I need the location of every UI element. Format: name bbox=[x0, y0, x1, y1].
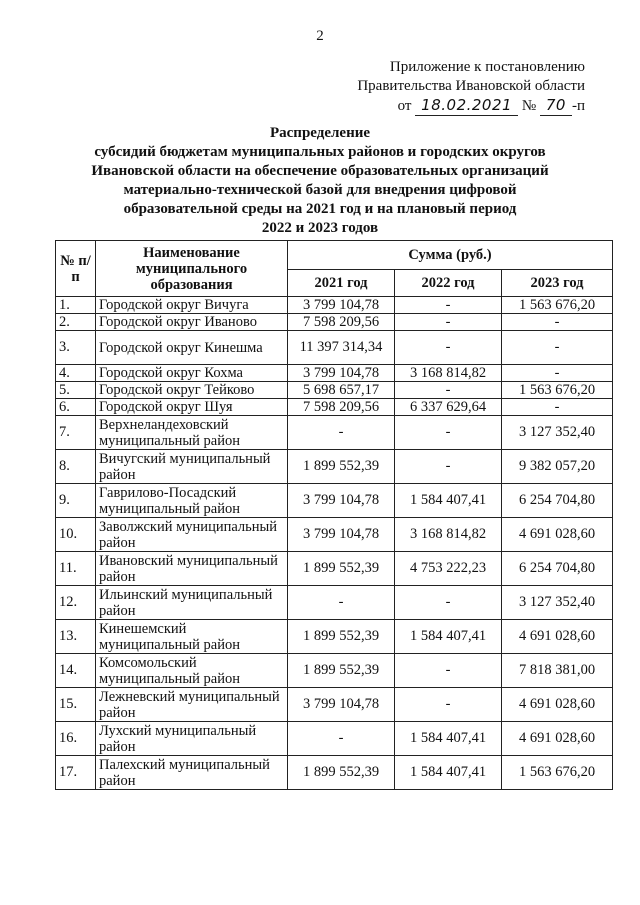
amount-2022: - bbox=[395, 688, 502, 722]
table-row bbox=[56, 450, 613, 484]
title-line-3: Ивановской области на обеспечение образовательных организаций bbox=[91, 163, 549, 179]
municipality-name: Городской округ Тейково bbox=[96, 382, 288, 399]
table-row bbox=[56, 756, 613, 790]
amount-2021: 1 899 552,39 bbox=[288, 756, 395, 790]
municipality-name: Комсомольский муниципальный район bbox=[96, 654, 288, 688]
amount-2021: 3 799 104,78 bbox=[288, 297, 395, 314]
municipality-name: Лухский муниципальный район bbox=[96, 722, 288, 756]
table-body bbox=[56, 297, 613, 790]
amount-2023: 4 691 028,60 bbox=[502, 518, 613, 552]
amount-2022: 6 337 629,64 bbox=[395, 399, 502, 416]
amount-2021: - bbox=[288, 722, 395, 756]
amount-2022: 1 584 407,41 bbox=[395, 722, 502, 756]
row-number: 7. bbox=[56, 416, 96, 450]
table-row bbox=[56, 416, 613, 450]
table-row bbox=[56, 552, 613, 586]
municipality-name: Заволжский муниципальный район bbox=[96, 518, 288, 552]
header-num: № п/п bbox=[56, 241, 96, 297]
row-number: 17. bbox=[56, 756, 96, 790]
subsidy-distribution-table bbox=[55, 240, 613, 790]
amount-2023: 1 563 676,20 bbox=[502, 382, 613, 399]
row-number: 10. bbox=[56, 518, 96, 552]
title-line-1: Распределение bbox=[269, 125, 371, 141]
table-row bbox=[56, 382, 613, 399]
appendix-header bbox=[357, 58, 585, 116]
municipality-name: Вичугский муниципальный район bbox=[96, 450, 288, 484]
amount-2022: - bbox=[395, 586, 502, 620]
amount-2022: 1 584 407,41 bbox=[395, 756, 502, 790]
row-number: 16. bbox=[56, 722, 96, 756]
appendix-line-2: Правительства Ивановской области bbox=[357, 78, 585, 94]
table-row bbox=[56, 365, 613, 382]
municipality-name: Городской округ Кинешма bbox=[96, 331, 288, 365]
handwritten-date: 18.02.2021 bbox=[415, 96, 518, 116]
amount-2023: 3 127 352,40 bbox=[502, 416, 613, 450]
municipality-name: Палехский муниципальный район bbox=[96, 756, 288, 790]
amount-2023: 4 691 028,60 bbox=[502, 620, 613, 654]
amount-2021: 11 397 314,34 bbox=[288, 331, 395, 365]
amount-2021: 3 799 104,78 bbox=[288, 518, 395, 552]
title-line-6: 2022 и 2023 годов bbox=[261, 220, 379, 236]
amount-2023: - bbox=[502, 314, 613, 331]
amount-2021: 7 598 209,56 bbox=[288, 314, 395, 331]
row-number: 3. bbox=[56, 331, 96, 365]
row-number: 5. bbox=[56, 382, 96, 399]
amount-2022: 3 168 814,82 bbox=[395, 365, 502, 382]
municipality-name: Ивановский муниципальный район bbox=[96, 552, 288, 586]
municipality-name: Кинешемский муниципальный район bbox=[96, 620, 288, 654]
amount-2022: - bbox=[395, 297, 502, 314]
row-number: 8. bbox=[56, 450, 96, 484]
amount-2023: 3 127 352,40 bbox=[502, 586, 613, 620]
header-2022: 2022 год bbox=[395, 270, 502, 297]
table-row bbox=[56, 620, 613, 654]
amount-2021: 3 799 104,78 bbox=[288, 688, 395, 722]
appendix-date-line bbox=[357, 96, 585, 116]
header-2021: 2021 год bbox=[288, 270, 395, 297]
amount-2021: 1 899 552,39 bbox=[288, 654, 395, 688]
municipality-name: Городской округ Вичуга bbox=[96, 297, 288, 314]
amount-2022: - bbox=[395, 450, 502, 484]
table-row bbox=[56, 297, 613, 314]
municipality-name: Городской округ Кохма bbox=[96, 365, 288, 382]
amount-2023: - bbox=[502, 365, 613, 382]
table-row bbox=[56, 518, 613, 552]
table-row bbox=[56, 399, 613, 416]
amount-2023: 4 691 028,60 bbox=[502, 688, 613, 722]
title-line-5: образовательной среды на 2021 год и на плановый период bbox=[123, 201, 517, 217]
municipality-name: Городской округ Шуя bbox=[96, 399, 288, 416]
header-2023: 2023 год bbox=[502, 270, 613, 297]
row-number: 2. bbox=[56, 314, 96, 331]
row-number: 6. bbox=[56, 399, 96, 416]
amount-2023: 1 563 676,20 bbox=[502, 756, 613, 790]
amount-2023: 9 382 057,20 bbox=[502, 450, 613, 484]
amount-2023: 7 818 381,00 bbox=[502, 654, 613, 688]
municipality-name: Верхнеландеховский муниципальный район bbox=[96, 416, 288, 450]
table-row bbox=[56, 331, 613, 365]
amount-2023: - bbox=[502, 331, 613, 365]
handwritten-number: 70 bbox=[540, 96, 572, 116]
row-number: 14. bbox=[56, 654, 96, 688]
amount-2023: 1 563 676,20 bbox=[502, 297, 613, 314]
document-title bbox=[40, 124, 600, 238]
amount-2021: 1 899 552,39 bbox=[288, 552, 395, 586]
amount-2022: - bbox=[395, 314, 502, 331]
row-number: 13. bbox=[56, 620, 96, 654]
municipality-name: Гаврилово-Посадский муниципальный район bbox=[96, 484, 288, 518]
amount-2023: 6 254 704,80 bbox=[502, 484, 613, 518]
amount-2022: - bbox=[395, 331, 502, 365]
amount-2021: 1 899 552,39 bbox=[288, 620, 395, 654]
table-row bbox=[56, 722, 613, 756]
row-number: 11. bbox=[56, 552, 96, 586]
row-number: 9. bbox=[56, 484, 96, 518]
appendix-line-1: Приложение к постановлению bbox=[389, 59, 585, 75]
municipality-name: Лежневский муниципальный район bbox=[96, 688, 288, 722]
amount-2023: - bbox=[502, 399, 613, 416]
amount-2022: - bbox=[395, 654, 502, 688]
amount-2021: 7 598 209,56 bbox=[288, 399, 395, 416]
amount-2023: 4 691 028,60 bbox=[502, 722, 613, 756]
amount-2022: 4 753 222,23 bbox=[395, 552, 502, 586]
amount-2022: 1 584 407,41 bbox=[395, 484, 502, 518]
amount-2021: - bbox=[288, 586, 395, 620]
amount-2021: 3 799 104,78 bbox=[288, 484, 395, 518]
title-line-2: субсидий бюджетам муниципальных районов и городских округов bbox=[94, 144, 546, 160]
amount-2022: - bbox=[395, 382, 502, 399]
row-number: 4. bbox=[56, 365, 96, 382]
table-row bbox=[56, 586, 613, 620]
amount-2021: 5 698 657,17 bbox=[288, 382, 395, 399]
municipality-name: Ильинский муниципальный район bbox=[96, 586, 288, 620]
row-number: 1. bbox=[56, 297, 96, 314]
amount-2022: - bbox=[395, 416, 502, 450]
date-prefix: от bbox=[397, 98, 412, 114]
number-suffix: -п bbox=[571, 98, 585, 114]
row-number: 15. bbox=[56, 688, 96, 722]
number-sign: № bbox=[521, 98, 537, 114]
amount-2021: - bbox=[288, 416, 395, 450]
header-name: Наименование муниципального образования bbox=[96, 241, 288, 297]
page-number: 2 bbox=[316, 28, 324, 44]
table-row bbox=[56, 688, 613, 722]
municipality-name: Городской округ Иваново bbox=[96, 314, 288, 331]
header-sum: Сумма (руб.) bbox=[288, 241, 613, 270]
table-row bbox=[56, 484, 613, 518]
amount-2021: 1 899 552,39 bbox=[288, 450, 395, 484]
amount-2021: 3 799 104,78 bbox=[288, 365, 395, 382]
row-number: 12. bbox=[56, 586, 96, 620]
amount-2023: 6 254 704,80 bbox=[502, 552, 613, 586]
title-line-4: материально-технической базой для внедрения цифровой bbox=[123, 182, 517, 198]
amount-2022: 3 168 814,82 bbox=[395, 518, 502, 552]
amount-2022: 1 584 407,41 bbox=[395, 620, 502, 654]
table-row bbox=[56, 314, 613, 331]
table-row bbox=[56, 654, 613, 688]
